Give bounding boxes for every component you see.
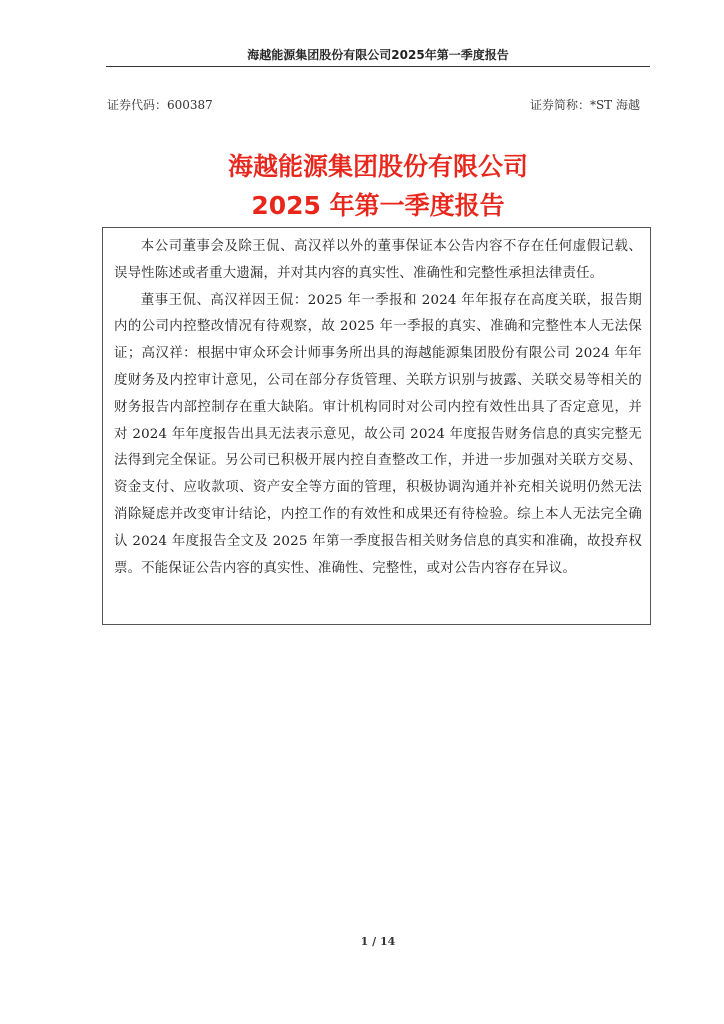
header-divider bbox=[106, 66, 650, 67]
stock-code: 证券代码：600387 bbox=[107, 98, 213, 112]
statement-paragraph-1: 本公司董事会及除王侃、高汉祥以外的董事保证本公告内容不存在任何虚假记载、误导性陈述或者重大遗漏，并对其内容的真实性、准确性和完整性承担法律责任。 bbox=[114, 239, 642, 281]
statement-paragraph-2: 董事王侃、高汉祥因王侃：2025 年一季报和 2024 年年报存在高度关联，报告期内的公司内控整改情况有待观察，故 2025 年一季报的真实、准确和完整性本人无法保证；高汉祥：根据中审众环会计师事务所出具的海越能源集团股份有限公司 2024 年年度财务及内控审计意见，公司在部分存货管理、关联方识别与披露、关联交易等相关的财务报告内部控制存在重大缺陷。审计机构同时对公司内控有效性出具了否定意见，并对 2024 年年度报告出具无法表示意见，故公司 2024 年度报告财务信息的真实完整无法得到完全保证。另公司已积极开展内控自查整改工作，并进一步加强对关联方交易、资金支付、应收款项、资产安全等方面的管理，积极协调沟通并补充相关说明仍然无法消除疑虑并改变审计结论，内控工作的有效性和成果还有待检验。综上本人无法完全确认 2024 年度报告全文及 2025 年第一季度报告相关财务信息的真实和准确，故投弃权票。不能保证公告内容的真实性、准确性、完整性，或对公告内容存在异议。 bbox=[114, 292, 642, 576]
stock-abbreviation: 证券简称：*ST 海越 bbox=[529, 98, 640, 112]
page-number: 1 / 14 bbox=[360, 935, 396, 948]
report-title-company: 海越能源集团股份有限公司 bbox=[227, 152, 528, 181]
board-statement-box bbox=[102, 227, 651, 625]
running-header: 海越能源集团股份有限公司2025年第一季度报告 bbox=[247, 48, 509, 62]
report-title-period: 2025 年第一季度报告 bbox=[251, 191, 505, 220]
